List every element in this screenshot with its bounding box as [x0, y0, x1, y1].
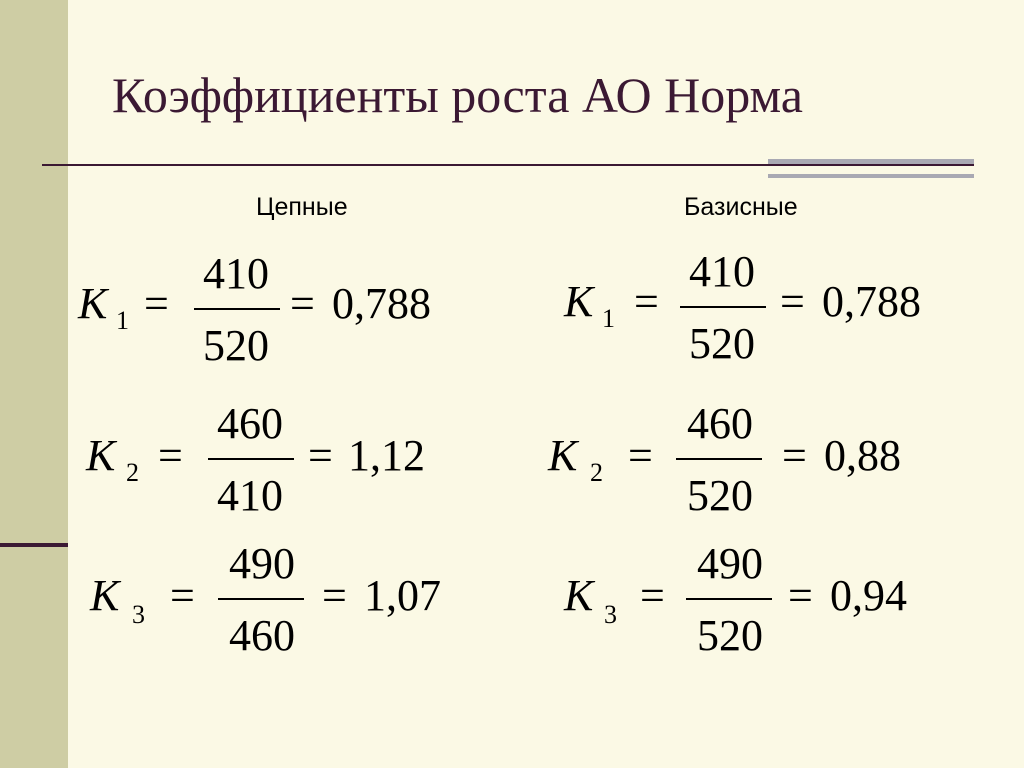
fraction-bar [218, 598, 304, 600]
formula-k: K [548, 431, 578, 480]
formula-k: K [86, 431, 116, 480]
formula-denominator: 520 [697, 611, 763, 660]
fraction-bar [208, 458, 294, 460]
formula-denominator: 460 [229, 611, 295, 660]
formula-result: 0,94 [830, 571, 907, 620]
formula-equals: = [144, 279, 169, 328]
formula-subscript: 3 [132, 600, 145, 629]
formula-subscript: 2 [590, 458, 603, 487]
formula-equals: = [628, 431, 653, 480]
left-decor-line [0, 543, 68, 547]
fraction-bar [680, 306, 766, 308]
formula-denominator: 520 [689, 319, 755, 368]
formula-equals: = [290, 279, 315, 328]
formula-equals: = [158, 431, 183, 480]
formula-numerator: 460 [687, 399, 753, 448]
fraction-bar [686, 598, 772, 600]
fraction-bar [194, 308, 280, 310]
chain-formula-1 [78, 248, 478, 368]
base-formula-1 [564, 246, 984, 366]
formula-equals: = [788, 571, 813, 620]
formula-k: K [564, 277, 594, 326]
title-divider-accent [768, 159, 974, 164]
formula-denominator: 520 [687, 471, 753, 520]
chain-formula-2 [86, 398, 486, 518]
formula-equals: = [640, 571, 665, 620]
fraction-bar [676, 458, 762, 460]
formula-k: K [78, 279, 108, 328]
formula-equals: = [780, 277, 805, 326]
formula-denominator: 410 [217, 471, 283, 520]
title-divider [42, 164, 974, 166]
formula-subscript: 1 [602, 304, 615, 333]
formula-equals: = [308, 431, 333, 480]
formula-result: 0,88 [824, 431, 901, 480]
formula-equals: = [322, 571, 347, 620]
left-decor-band [0, 0, 68, 768]
chain-column-header: Цепные [256, 193, 348, 221]
formula-subscript: 3 [604, 600, 617, 629]
formula-subscript: 2 [126, 458, 139, 487]
chain-formula-3 [90, 538, 490, 658]
formula-k: K [564, 571, 594, 620]
formula-numerator: 490 [229, 539, 295, 588]
formula-numerator: 490 [697, 539, 763, 588]
formula-equals: = [634, 277, 659, 326]
base-formula-3 [564, 538, 984, 658]
formula-numerator: 460 [217, 399, 283, 448]
title-divider-accent-lower [768, 174, 974, 178]
formula-equals: = [782, 431, 807, 480]
formula-result: 1,12 [348, 431, 425, 480]
formula-denominator: 520 [203, 321, 269, 370]
base-column-header: Базисные [684, 193, 798, 221]
formula-numerator: 410 [203, 249, 269, 298]
formula-result: 1,07 [364, 571, 441, 620]
base-formula-2 [548, 398, 968, 518]
formula-result: 0,788 [822, 277, 921, 326]
formula-numerator: 410 [689, 247, 755, 296]
formula-equals: = [170, 571, 195, 620]
formula-result: 0,788 [332, 279, 431, 328]
slide-title: Коэффициенты роста АО Норма [112, 67, 803, 123]
formula-subscript: 1 [116, 306, 129, 335]
formula-k: K [90, 571, 120, 620]
